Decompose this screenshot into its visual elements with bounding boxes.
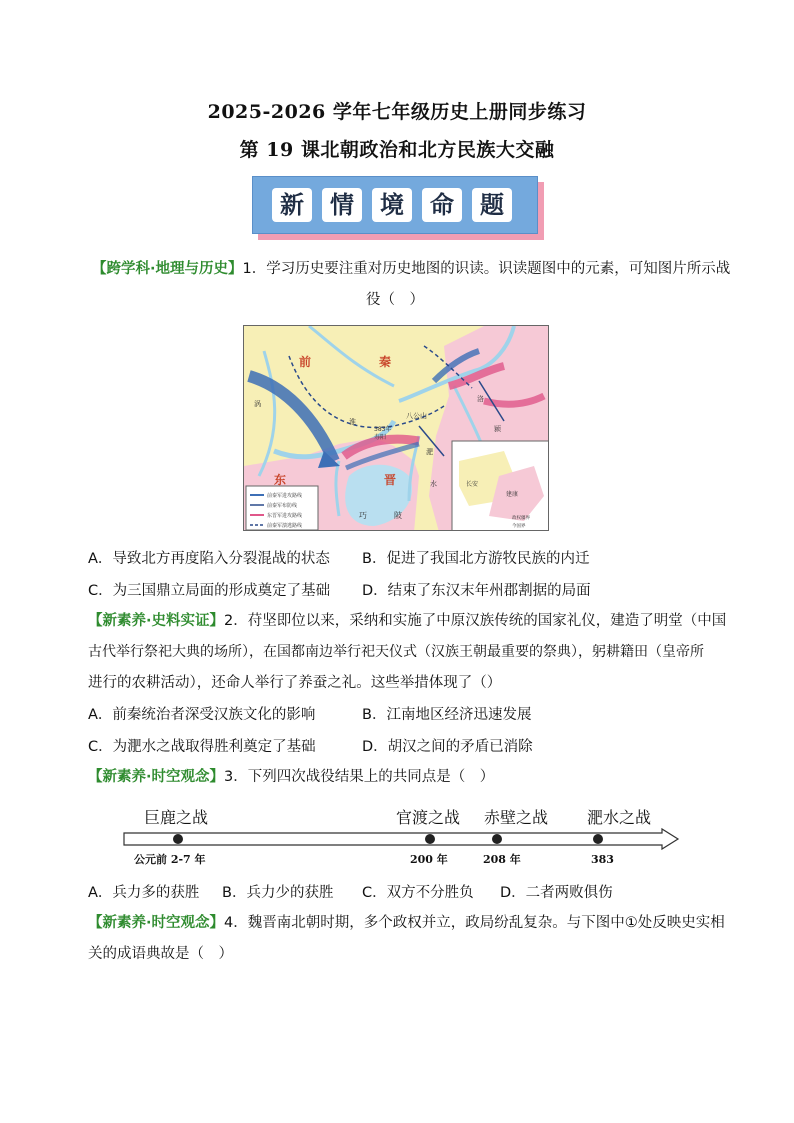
banner-char: 题 <box>472 188 512 222</box>
q3-option-a[interactable]: A．兵力多的获胜 <box>88 885 200 901</box>
timeline-point <box>492 834 502 844</box>
q3-stem <box>88 767 494 787</box>
legend-item: 前秦军溃逃路线 <box>267 523 303 529</box>
q1-stem-text: 1．学习历史要注重对历史地图的识读。识读题图中的元素，可知图片所示战 <box>242 261 731 277</box>
q2-stem-text: 2．苻坚即位以来，采纳和实施了中原汉族传统的国家礼仪，建造了明堂（中国 <box>224 613 727 629</box>
q1-option-a[interactable]: A．导致北方再度陷入分裂混战的状态 <box>88 551 330 567</box>
q3-option-c[interactable]: C．双方不分胜负 <box>362 885 474 901</box>
timeline-event: 官渡之战 <box>396 808 461 827</box>
q2-option-b[interactable]: B．江南地区经济迅速发展 <box>362 707 532 723</box>
map-label-luo: 洛 <box>477 395 484 403</box>
q3-tag: 【新素养·时空观念】 <box>88 769 225 785</box>
timeline-event: 淝水之战 <box>587 808 652 827</box>
q1-option-d[interactable]: D．结束了东汉末年州郡割据的局面 <box>362 583 591 599</box>
map-label-qin: 秦 <box>379 355 392 369</box>
q2-option-c[interactable]: C．为淝水之战取得胜利奠定了基础 <box>88 739 316 755</box>
timeline-event: 巨鹿之战 <box>144 808 209 827</box>
timeline-point <box>593 834 603 844</box>
timeline-event: 赤壁之战 <box>484 808 549 827</box>
map-label-qian: 前 <box>299 355 312 369</box>
map-label-dong: 东 <box>274 473 287 487</box>
q3-option-d[interactable]: D．二者两败俱伤 <box>500 885 613 901</box>
timeline-point <box>425 834 435 844</box>
q4-stem-line2: 关的成语典故是（ ） <box>88 946 233 962</box>
section-banner <box>252 176 544 240</box>
map-label-huai: 淮 <box>349 418 356 426</box>
timeline-point <box>173 834 183 844</box>
legend-item: 前秦军布防线 <box>267 503 298 509</box>
inset-legend-item: 今国界 <box>512 524 526 529</box>
q2-option-a[interactable]: A．前秦统治者深受汉族文化的影响 <box>88 707 316 723</box>
map-label-shui: 水 <box>430 480 437 488</box>
map-label-ying2: 颍 <box>494 425 501 433</box>
q1-tag: 【跨学科·地理与历史】 <box>92 261 243 277</box>
legend-item: 前秦军进攻路线 <box>267 493 303 499</box>
map-label-bei: 陂 <box>394 511 402 520</box>
inset-legend-item: 政权疆界 <box>512 516 530 521</box>
q2-tag: 【新素养·史料实证】 <box>88 613 225 629</box>
timeline-date: 公元前 2-7 年 <box>134 853 206 866</box>
lesson-title: 第 19 课北朝政治和北方民族大交融 <box>239 139 555 161</box>
timeline-date: 208 年 <box>483 853 521 866</box>
timeline-date: 200 年 <box>410 853 448 866</box>
q1-option-b[interactable]: B．促进了我国北方游牧民族的内迁 <box>362 551 590 567</box>
map-label-shouyang: 寿阳 <box>374 434 387 441</box>
banner-char: 境 <box>372 188 412 222</box>
q2-option-d[interactable]: D．胡汉之间的矛盾已消除 <box>362 739 533 755</box>
inset-label-jiankang: 建康 <box>506 491 519 498</box>
timeline-date: 383 <box>591 853 614 866</box>
document-title: 2025-2026 学年七年级历史上册同步练习 <box>207 101 587 123</box>
q1-option-c[interactable]: C．为三国鼎立局面的形成奠定了基础 <box>88 583 331 599</box>
q2-stem <box>88 611 726 631</box>
q2-stem-line3: 进行的农耕活动），还命人举行了养蚕之礼。这些举措体现了（） <box>88 675 502 691</box>
q3-stem-text: 3．下列四次战役结果上的共同点是（ ） <box>224 769 495 785</box>
legend-item: 东晋军进攻路线 <box>267 513 303 519</box>
q1-stem-cont: 役（ ） <box>366 292 424 308</box>
q4-stem-text: 4．魏晋南北朝时期，多个政权并立，政局纷乱复杂。与下图中①处反映史实相 <box>224 915 725 931</box>
battle-timeline <box>122 803 682 873</box>
q4-stem <box>88 913 725 933</box>
map-label-bagongshan: 八公山 <box>406 412 427 420</box>
q2-stem-line2: 古代举行祭祀大典的场所），在国都南边举行祀天仪式（汉族王朝最重要的祭典），躬耕籍田（皇帝所 <box>88 644 704 660</box>
map-label-jin: 晋 <box>384 473 397 487</box>
map-label-ying: 涡 <box>254 400 261 408</box>
q4-tag: 【新素养·时空观念】 <box>88 915 225 931</box>
q3-option-b[interactable]: B．兵力少的获胜 <box>222 885 334 901</box>
banner-char: 新 <box>272 188 312 222</box>
map-label-qiao: 巧 <box>359 511 367 520</box>
q1-stem <box>92 259 730 279</box>
map-label-year: 383年 <box>374 426 392 433</box>
battle-map <box>243 325 549 531</box>
banner-char: 命 <box>422 188 462 222</box>
banner-char: 情 <box>322 188 362 222</box>
inset-label-changan: 长安 <box>466 481 479 488</box>
map-label-fei: 淝 <box>426 448 433 456</box>
